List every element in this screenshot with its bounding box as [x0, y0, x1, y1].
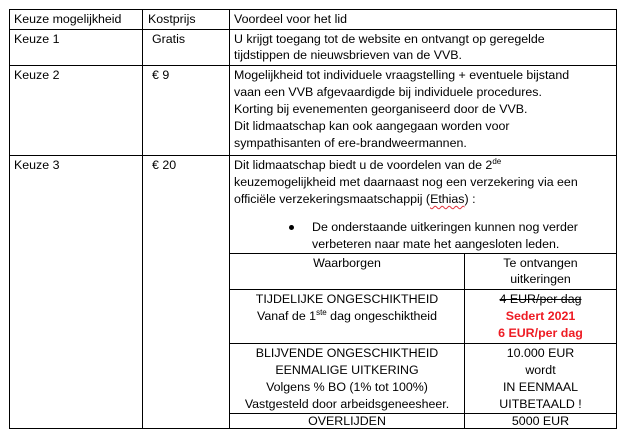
- header-divider: [9, 29, 617, 30]
- temporary-incapacity-sub: [230, 308, 464, 325]
- table-divider-col1: [142, 9, 143, 429]
- row3-benefit-line3: [234, 191, 578, 208]
- row2-benefit-line: Mogelijkheid tot individuele vraagstelling + eventuele bijstand: [234, 68, 570, 82]
- permanent-amount-line: 10.000 EUR: [506, 346, 575, 360]
- row1-price: Gratis: [152, 32, 186, 46]
- row1-choice: Keuze 1: [14, 32, 60, 46]
- permanent-incapacity-amount: [465, 345, 616, 413]
- inner-header-divider: [229, 289, 617, 290]
- permanent-incapacity-label: [230, 345, 464, 413]
- row1-benefit-line: tijdstippen de nieuwsbrieven van de VVB.: [234, 48, 462, 62]
- row2-benefit-line: sympathisanten of ere-brandweermannen.: [234, 136, 467, 150]
- row2-benefit-line: Korting bij evenementen georganiseerd door de VVB.: [234, 102, 528, 116]
- row1-divider: [9, 65, 617, 66]
- inner-table-top: [229, 253, 617, 254]
- sub-text-a: Vanaf de 1: [257, 309, 317, 323]
- permanent-line: Volgens % BO (1% tot 100%): [266, 380, 428, 394]
- row3-line1-text: Dit lidmaatschap biedt u de voordelen van de 2: [234, 158, 493, 172]
- row2-benefit-line: vaan een VVB afgevaardigde bij individuele procedures.: [234, 85, 542, 99]
- sub-sup: ste: [316, 308, 327, 317]
- row2-divider: [9, 155, 617, 156]
- row2-benefit: [234, 67, 569, 152]
- header-price: Kostprijs: [148, 12, 196, 26]
- table-border-top: [9, 9, 617, 10]
- row3-price: € 20: [152, 158, 177, 172]
- since-2021: Sedert 2021: [505, 309, 576, 323]
- temporary-incapacity-amount: [465, 291, 616, 342]
- bullet-dot: [289, 225, 294, 230]
- row3-line1-sup: de: [492, 157, 502, 166]
- row3-line3-text-c: ) :: [464, 192, 476, 206]
- header-benefit: Voordeel voor het lid: [234, 12, 347, 26]
- row2-price: € 9: [152, 68, 170, 82]
- inner-header-payouts: [465, 255, 616, 287]
- row3-choice: Keuze 3: [14, 158, 60, 172]
- permanent-line: BLIJVENDE ONGESCHIKTHEID: [255, 346, 439, 360]
- permanent-amount-line: IN EENMAAL: [502, 380, 579, 394]
- header-choice: Keuze mogelijkheid: [14, 12, 122, 26]
- row1-benefit-line: U krijgt toegang tot de website en ontvangt op geregelde: [234, 32, 545, 46]
- table-border-right: [616, 9, 617, 429]
- temporary-incapacity-label: [230, 291, 464, 325]
- table-border-left: [9, 9, 10, 429]
- sub-text-b: dag ongeschiktheid: [326, 309, 437, 323]
- payouts-header-line: uitkeringen: [510, 272, 571, 286]
- inner-row1-divider: [229, 343, 617, 344]
- table-border-bottom: [9, 428, 617, 429]
- permanent-line: Vastgesteld door arbeidsgeneesheer.: [244, 397, 450, 411]
- bullet-text: [312, 219, 578, 253]
- temporary-incapacity-title: TIJDELIJKE ONGESCHIKTHEID: [255, 292, 439, 306]
- row3-benefit: [234, 157, 578, 208]
- row2-benefit-line: Dit lidmaatschap kan ook aangegaan worden voor: [234, 119, 510, 133]
- death-amount: 5000 EUR: [511, 414, 570, 428]
- permanent-amount-line: UITBETAALD !: [499, 397, 582, 411]
- permanent-amount-line: wordt: [525, 363, 556, 377]
- row3-line3-text-a: officiële verzekeringsmaatschappij (: [234, 192, 431, 206]
- inner-header-guarantees: Waarborgen: [313, 256, 381, 270]
- row3-benefit-line1: [234, 157, 578, 174]
- insurer-name: Ethias: [430, 192, 465, 206]
- row1-benefit: [234, 31, 545, 63]
- payouts-header-line: Te ontvangen: [503, 256, 578, 270]
- row2-choice: Keuze 2: [14, 68, 60, 82]
- death-label: OVERLIJDEN: [308, 414, 386, 428]
- permanent-line: EENMALIGE UITKERING: [275, 363, 419, 377]
- bullet-line: De onderstaande uitkeringen kunnen nog verder: [312, 220, 578, 234]
- old-amount: 4 EUR/per dag: [499, 292, 582, 306]
- bullet-line: verbeteren naar mate het aangesloten leden.: [312, 237, 560, 251]
- new-amount: 6 EUR/per dag: [498, 326, 583, 340]
- membership-table: [9, 9, 617, 429]
- row3-benefit-line2: keuzemogelijkheid met daarnaast nog een verzekering via een: [234, 175, 578, 189]
